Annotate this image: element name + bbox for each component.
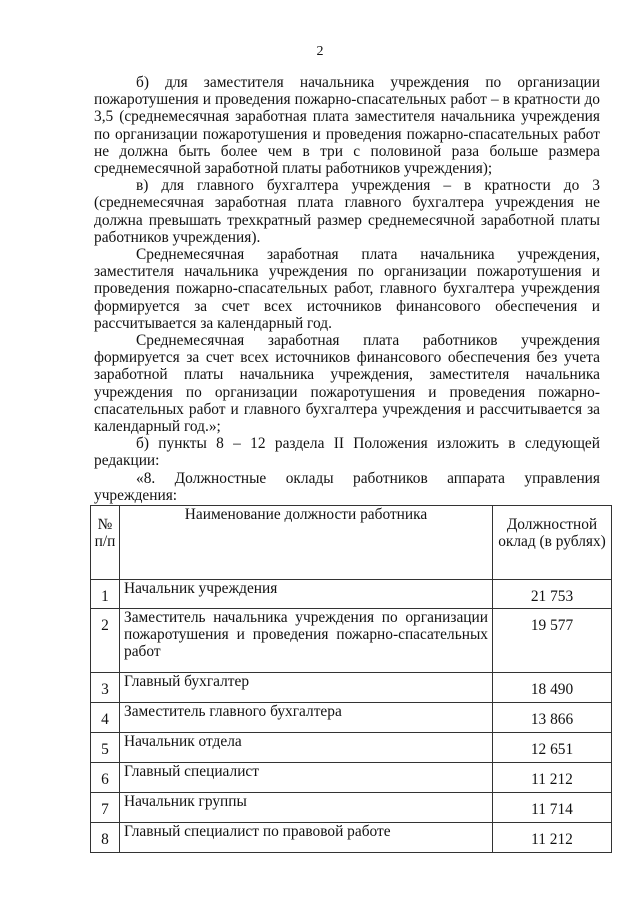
row-position-name: Заместитель начальника учреждения по организации пожаротушения и проведения пожарно-спасательных работ <box>120 609 493 673</box>
paragraph-average-salary-employees: Среднемесячная заработная плата работников учреждения формируется за счет всех источников финансового обеспечения без учета заработной платы начальника учреждения, заместителя начальника учреждения по организации пожаротушения и проведения пожарно-спасательных работ и главного бухгалтера учреждения и рассчитывается за календарный год.»; <box>94 332 600 436</box>
row-position-name: Начальник группы <box>120 793 493 823</box>
row-number: 6 <box>91 763 120 793</box>
row-salary: 13 866 <box>493 703 612 733</box>
row-salary: 11 212 <box>493 763 612 793</box>
row-number: 3 <box>91 673 120 703</box>
salary-table <box>90 505 612 853</box>
paragraph-clause-8-intro: «8. Должностные оклады работников аппарата управления учреждения: <box>94 469 600 504</box>
row-number: 4 <box>91 703 120 733</box>
paragraph-amendment-clauses: б) пункты 8 – 12 раздела II Положения изложить в следующей редакции: <box>94 435 600 470</box>
row-salary: 11 212 <box>493 823 612 853</box>
row-position-name: Начальник отдела <box>120 733 493 763</box>
row-position-name: Главный специалист по правовой работе <box>120 823 493 853</box>
row-position-name: Заместитель главного бухгалтера <box>120 703 493 733</box>
table-row <box>91 733 612 763</box>
row-salary: 18 490 <box>493 673 612 703</box>
table-row <box>91 763 612 793</box>
table-row <box>91 609 612 673</box>
document-body <box>94 74 600 504</box>
table-row <box>91 793 612 823</box>
header-number: № п/п <box>91 506 120 580</box>
header-salary: Должностной оклад (в рублях) <box>493 506 612 580</box>
paragraph-deputy-multiplicity: б) для заместителя начальника учреждения по организации пожаротушения и проведения пожарно-спасательных работ – в кратности до 3,5 (среднемесячная заработная плата заместителя начальника учреждения по организации пожаротушения и проведения пожарно-спасательных работ не должна быть более чем в три с половиной раза больше размера среднемесячной заработной платы работников учреждения); <box>94 74 600 178</box>
row-number: 1 <box>91 580 120 609</box>
header-position-name: Наименование должности работника <box>120 506 493 580</box>
table-header-row <box>91 506 612 580</box>
row-salary: 12 651 <box>493 733 612 763</box>
paragraph-chief-accountant-multiplicity: в) для главного бухгалтера учреждения – в кратности до 3 (среднемесячная заработная плата главного бухгалтера учреждения не должна превышать трехкратный размер среднемесячной заработной платы работников учреждения). <box>94 177 600 246</box>
row-salary: 21 753 <box>493 580 612 609</box>
row-salary: 11 714 <box>493 793 612 823</box>
row-number: 5 <box>91 733 120 763</box>
row-position-name: Главный бухгалтер <box>120 673 493 703</box>
table-row <box>91 580 612 609</box>
paragraph-average-salary-management: Среднемесячная заработная плата начальника учреждения, заместителя начальника учреждения по организации пожаротушения и проведения пожарно-спасательных работ, главного бухгалтера учреждения формируется за счет всех источников финансового обеспечения и рассчитывается за календарный год. <box>94 246 600 332</box>
row-number: 2 <box>91 609 120 673</box>
row-number: 8 <box>91 823 120 853</box>
table-row <box>91 823 612 853</box>
row-salary: 19 577 <box>493 609 612 673</box>
table-row <box>91 703 612 733</box>
row-position-name: Начальник учреждения <box>120 580 493 609</box>
table-row <box>91 673 612 703</box>
row-position-name: Главный специалист <box>120 763 493 793</box>
page-number: 2 <box>316 44 324 59</box>
row-number: 7 <box>91 793 120 823</box>
